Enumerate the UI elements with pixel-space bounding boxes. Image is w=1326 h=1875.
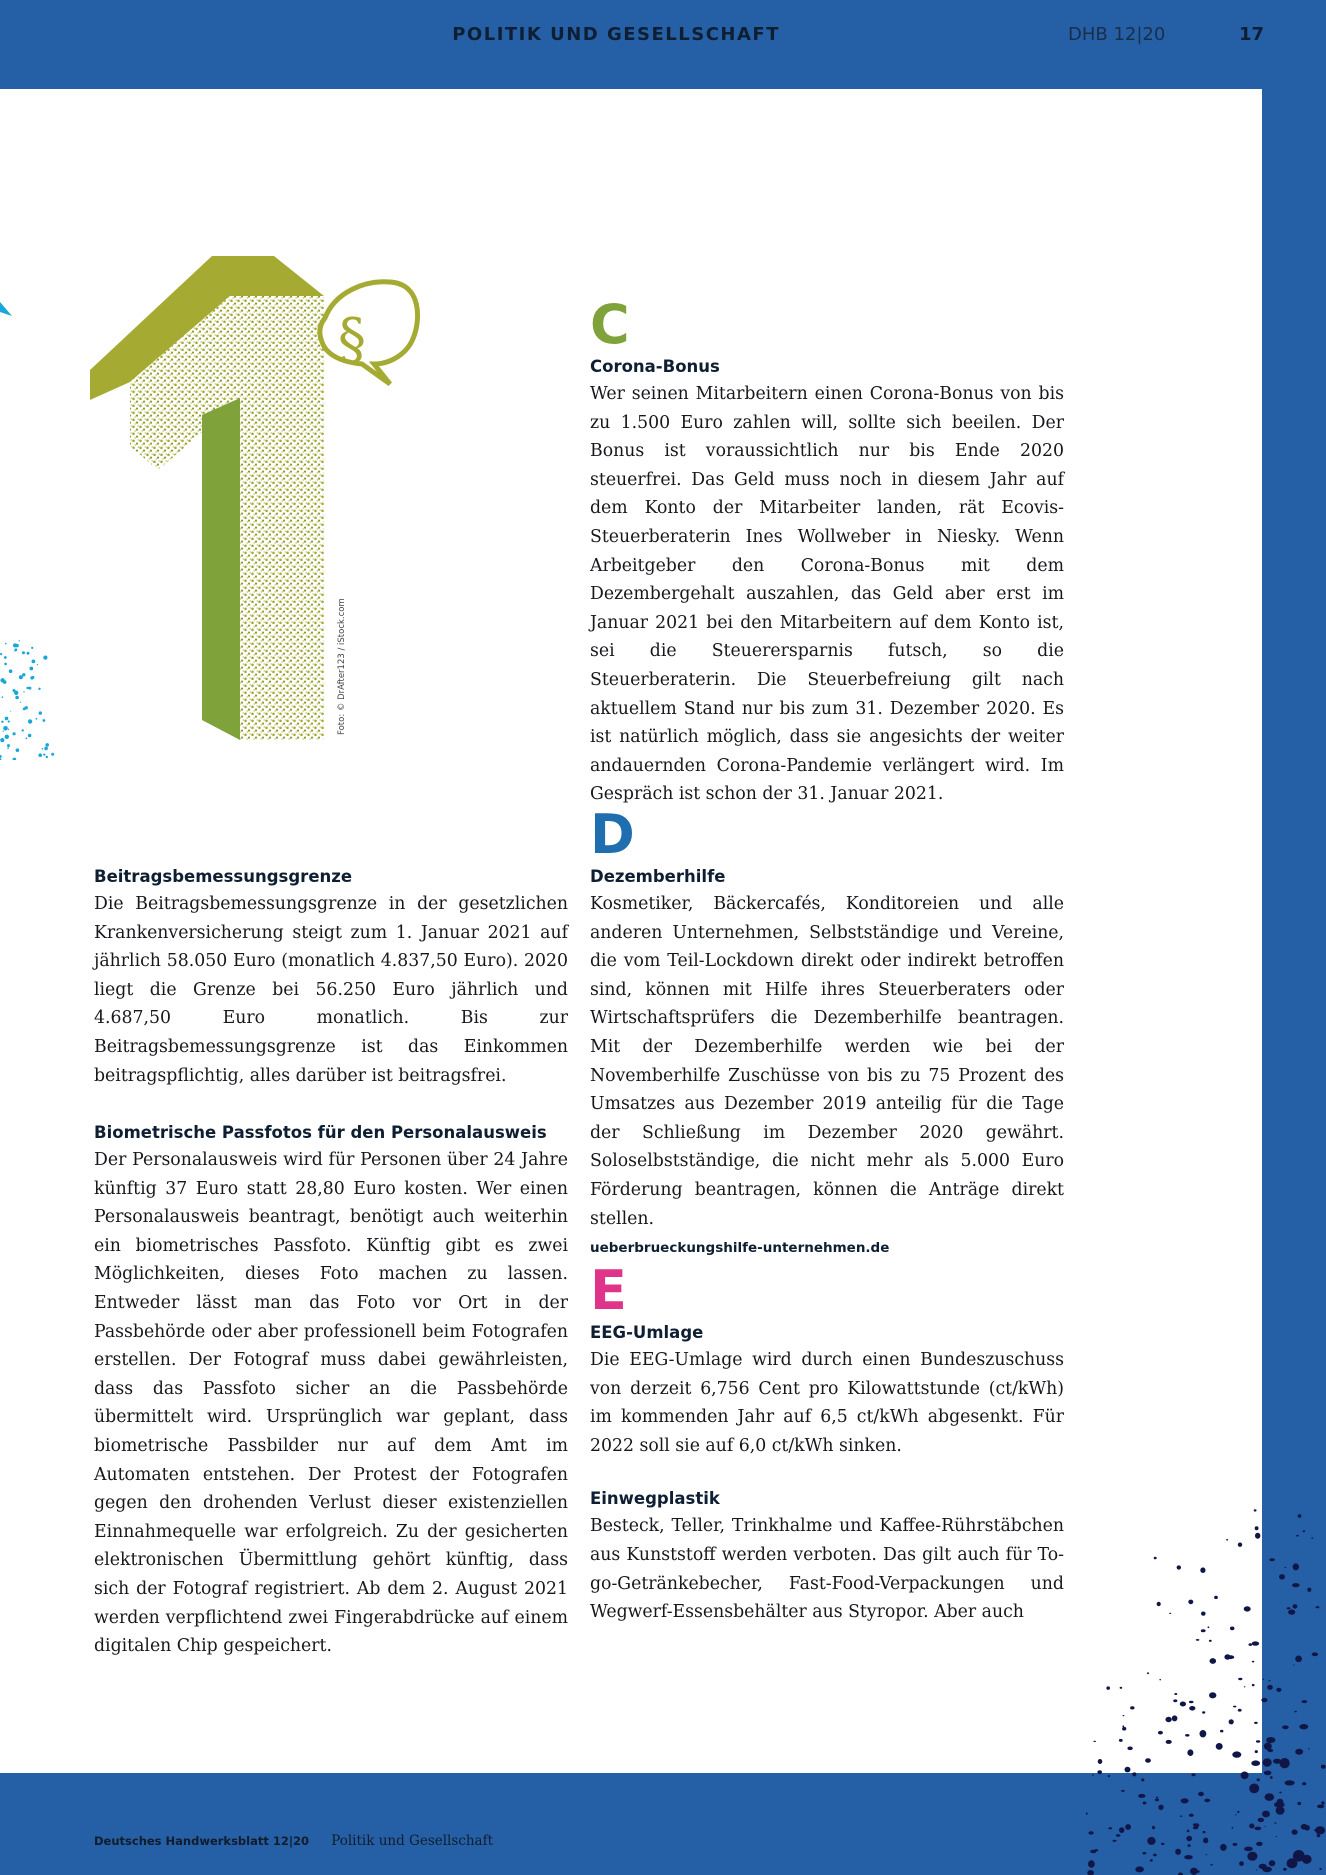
footer-magazine: Deutsches Handwerksblatt 12|20 (94, 1834, 310, 1848)
text-einwegplastik: Besteck, Teller, Trinkhalme und Kaffee-Rührstäbchen aus Kunststoff werden verboten. Das gilt auch für To-go-Getränkebecher, Fast-Food-Verpackungen und Wegwerf-Essensbehälter aus Styropor. Aber auch (590, 1516, 1064, 1623)
heading-eeg-umlage: EEG-Umlage (590, 1323, 704, 1342)
link-ueberbrueckungshilfe[interactable]: ueberbrueckungshilfe-unternehmen.de (590, 1240, 890, 1257)
heading-corona-bonus: Corona-Bonus (590, 357, 720, 376)
section-e (590, 1259, 1064, 1627)
left-section-beitragsbemessungsgrenze (94, 864, 568, 1090)
page-footer (94, 1833, 493, 1849)
text-dezemberhilfe: Kosmetiker, Bäckercafés, Konditoreien und alle anderen Unternehmen, Selbstständige und Vereine, die vom Teil-Lockdown direkt oder indirekt betroffen sind, können mit Hilfe ihres Steuerberaters oder Wirtschaftsprüfers die Dezemberhilfe beantragen. Mit der Dezemberhilfe werden wie bei der Novemberhilfe Zuschüsse von bis zu 75 Prozent des Umsatzes aus Dezember 2019 anteilig für die Tage der Schließung im Dezember 2020 gewährt. Soloselbstständige, die nicht mehr als 5.000 Euro Förderung beantragen, können die Anträge direkt stellen. (590, 894, 1064, 1229)
text-eeg-umlage: Die EEG-Umlage wird durch einen Bundeszuschuss von derzeit 6,756 Cent pro Kilowattstunde (ct/kWh) im kommenden Jahr auf 6,5 ct/kWh abgesenkt. Für 2022 soll sie auf 6,0 ct/kWh sinken. (590, 1350, 1064, 1456)
heading-einwegplastik: Einwegplastik (590, 1489, 720, 1509)
letter-c: C (590, 293, 630, 356)
text-passfotos: Der Personalausweis wird für Personen über 24 Jahre künftig 37 Euro statt 28,80 Euro kosten. Wer einen Personalausweis beantragt, benötigt auch weiterhin ein biometrisches Passfoto. Künftig gibt es zwei Möglichkeiten, dieses Foto machen zu lassen. Entweder lässt man das Foto vor Ort in der Passbehörde oder aber professionell beim Fotografen erstellen. Der Fotograf muss dabei gewährleisten, dass das Passfoto sicher an die Passbehörde übermittelt wird. Ursprünglich war geplant, dass biometrische Passbilder nur auf dem Amt im Automaten entstehen. Der Protest der Fotografen gegen den drohenden Verlust dieser existenziellen Einnahmequelle war erfolgreich. Zu der gesicherten elektronischen Übermittlung gehört künftig, dass sich der Fotograf registriert. Ab dem 2. August 2021 werden verpflichtend zwei Fingerabdrücke auf einem digitalen Chip gespeichert. (94, 1150, 568, 1657)
header-section-title: POLITIK UND GESELLSCHAFT (452, 24, 780, 45)
photo-credit: Foto: © DrAfter123 / iStock.com (337, 598, 347, 735)
heading-dezemberhilfe: Dezemberhilfe (590, 867, 726, 886)
heading-passfotos: Biometrische Passfotos für den Personalausweis (94, 1123, 547, 1142)
text-corona-bonus: Wer seinen Mitarbeitern einen Corona-Bonus von bis zu 1.500 Euro zahlen will, sollte sich beeilen. Der Bonus ist voraussichtlich nur bis Ende 2020 steuerfrei. Das Geld muss noch in diesem Jahr auf dem Konto der Mitarbeiter landen, rät Ecovis-Steuerberaterin Ines Wollweber in Niesky. Wenn Arbeitgeber den Corona-Bonus mit dem Dezembergehalt auszahlen, das Geld aber erst im Januar 2021 bei den Mitarbeitern auf dem Konto ist, sei die Steuerersparnis futsch, so die Steuerberaterin. Die Steuerbefreiung gilt nach aktuellem Stand nur bis zum 31. Dezember 2020. Es ist natürlich möglich, dass sie angesichts der weiter andauernden Corona-Pandemie verlängert wird. Im Gespräch ist schon der 31. Januar 2021. (590, 384, 1064, 805)
navy-splatter-decoration (1086, 1505, 1326, 1875)
page-number: 17 (1238, 24, 1264, 45)
paragraph-symbol-icon: § (338, 307, 366, 372)
section-c-corona-bonus (590, 293, 1064, 809)
section-d-dezemberhilfe (590, 803, 1064, 1261)
page-header (0, 0, 1326, 72)
letter-d: D (590, 803, 635, 866)
speech-bubble-icon (320, 282, 418, 384)
text-beitragsbemessungsgrenze: Die Beitragsbemessungsgrenze in der gesetzlichen Krankenversicherung steigt zum 1. Januar 2021 auf jährlich 58.050 Euro (monatlich 4.837,50 Euro). 2020 liegt die Grenze bei 56.250 Euro jährlich und 4.687,50 Euro monatlich. Bis zur Beitragsbemessungsgrenze ist das Einkommen beitragspflichtig, alles darüber ist beitragsfrei. (94, 894, 568, 1086)
number-one-illustration (90, 250, 430, 750)
left-section-passfotos (94, 1120, 568, 1661)
heading-beitragsbemessungsgrenze: Beitragsbemessungsgrenze (94, 867, 353, 886)
letter-e: E (590, 1259, 627, 1322)
header-issue: DHB 12|20 (1068, 24, 1166, 45)
cyan-splatter-decoration (0, 640, 60, 760)
footer-section: Politik und Gesellschaft (331, 1833, 494, 1849)
cyan-arrow-tip (0, 302, 16, 326)
